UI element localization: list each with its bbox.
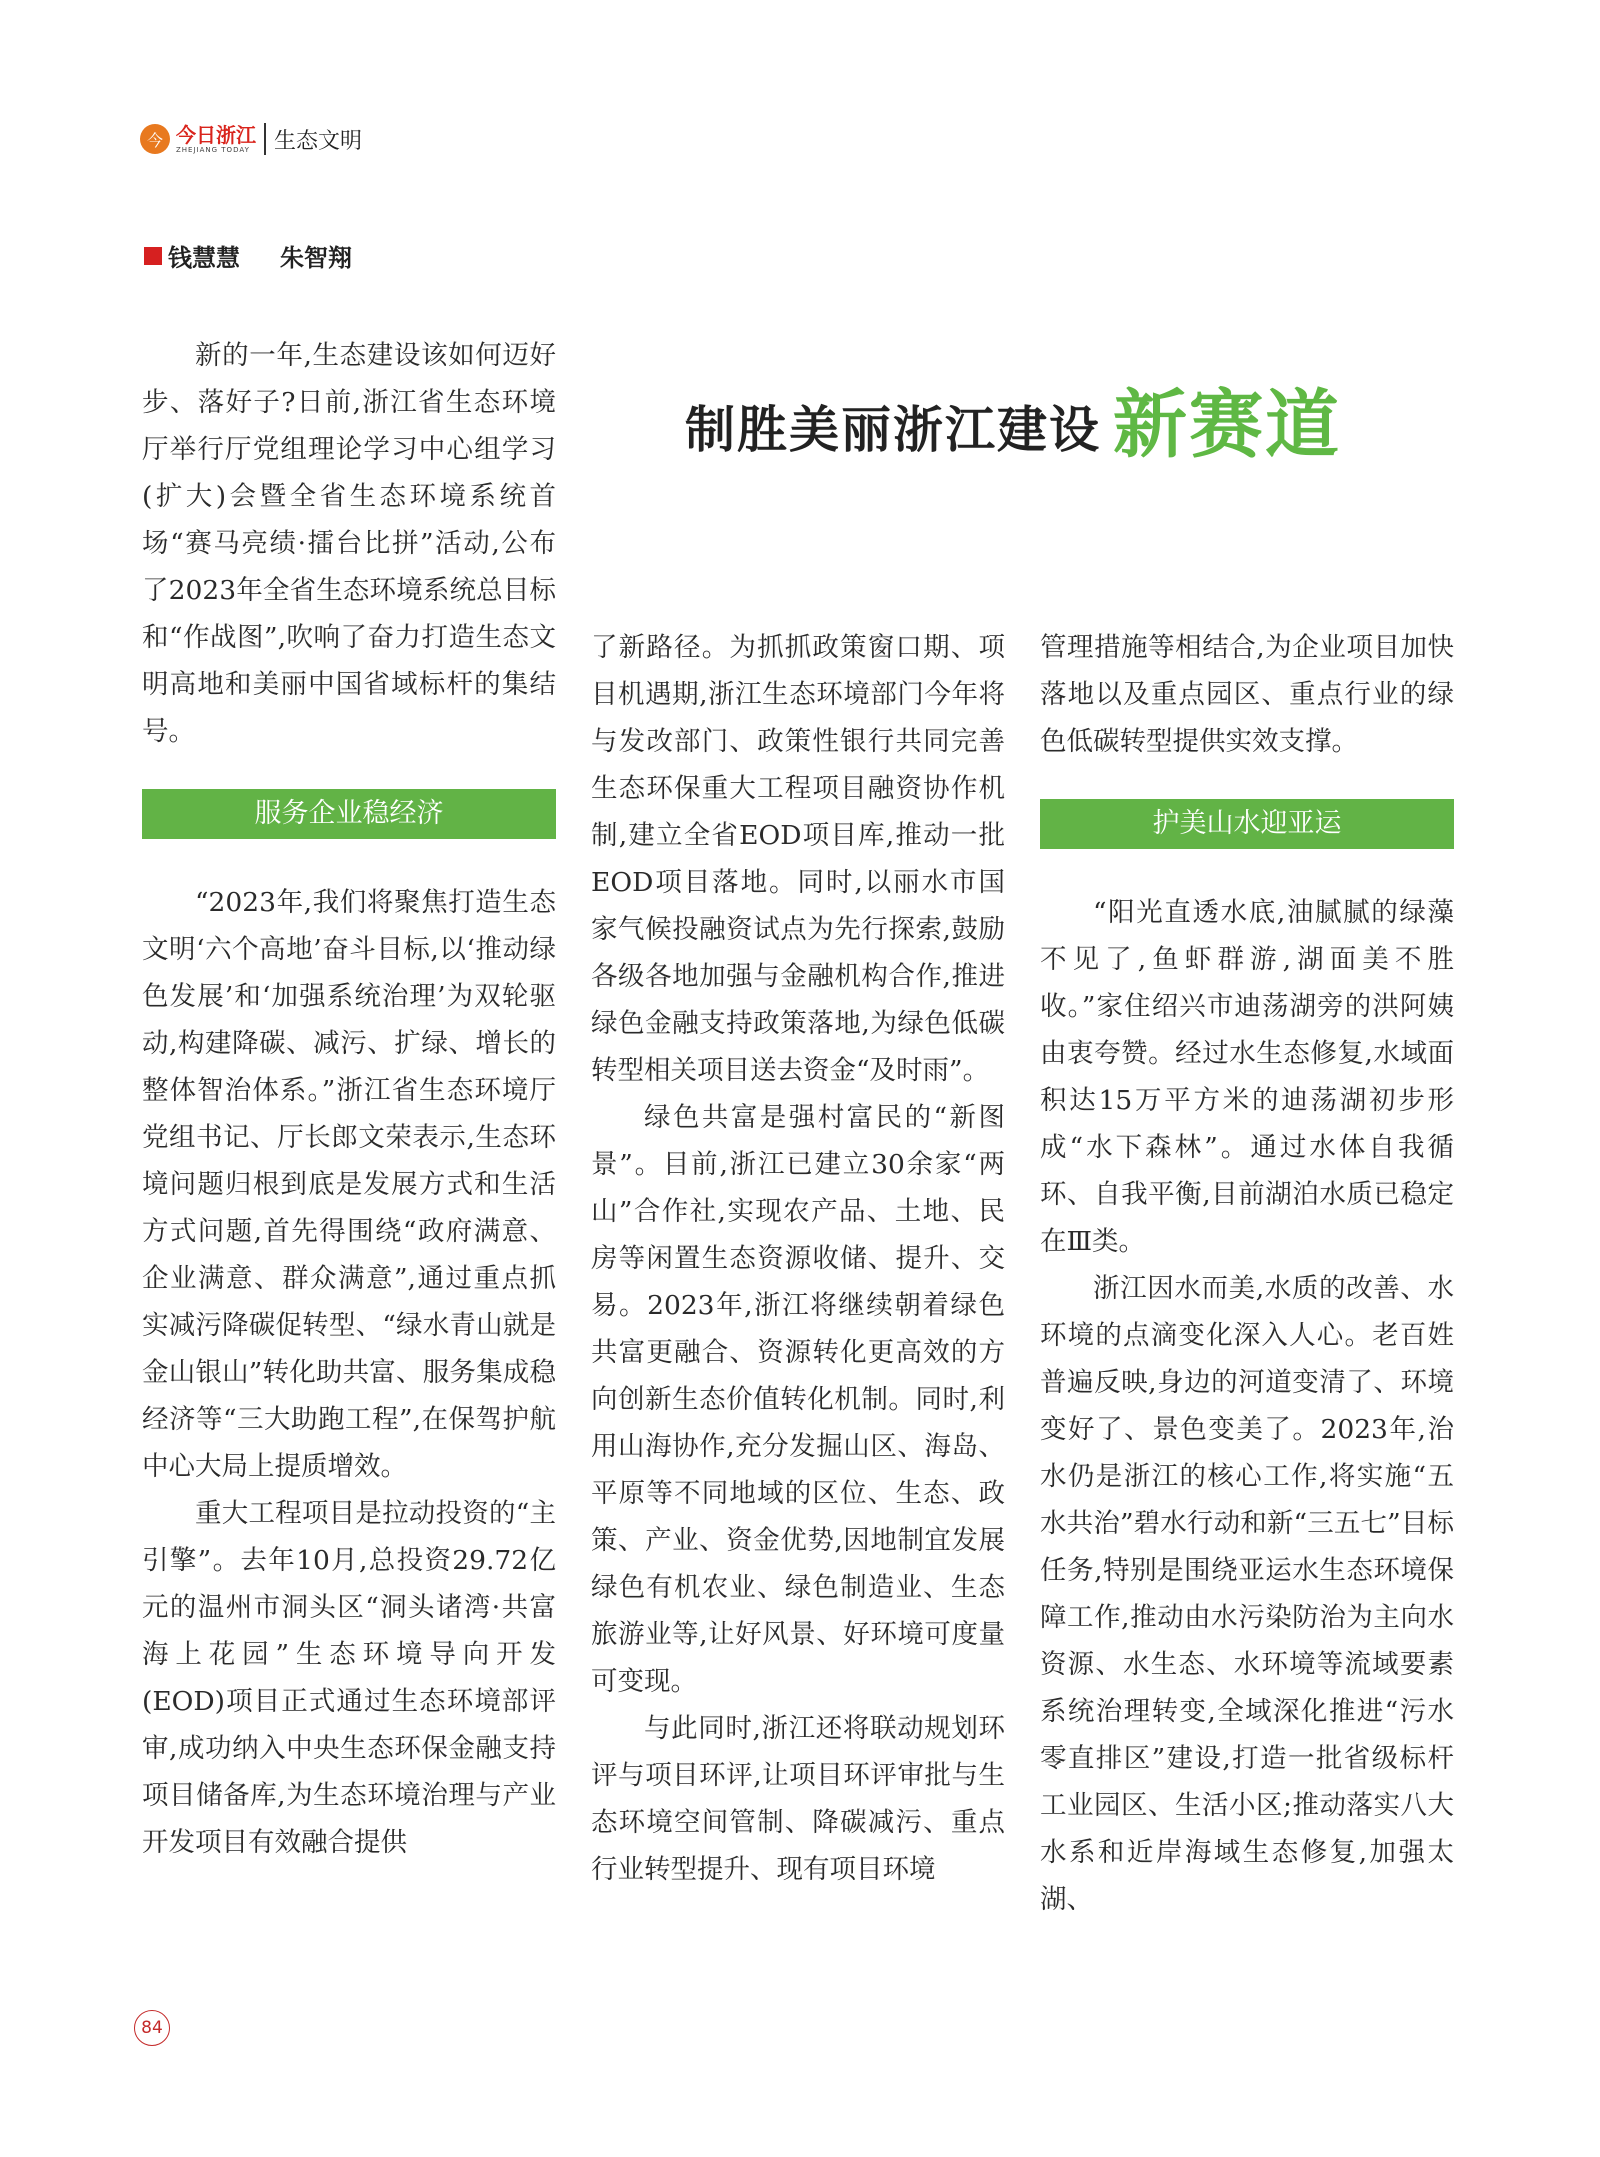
- logo-english-name: ZHEJIANG TODAY: [176, 145, 250, 154]
- subheading-service-enterprise: 服务企业稳经济: [142, 789, 556, 839]
- column-3: [1040, 624, 1454, 1923]
- page-header: [140, 118, 362, 160]
- byline-marker-icon: [144, 247, 162, 265]
- header-divider: [264, 123, 266, 155]
- body-paragraph: “阳光直透水底,油腻腻的绿藻不见了,鱼虾群游,湖面美不胜收。”家住绍兴市迪荡湖旁的洪阿姨由衷夸赞。经过水生态修复,水域面积达15万平方米的迪荡湖初步形成“水下森林”。通过水体自我循环、自我平衡,目前湖泊水质已稳定在Ⅲ类。: [1040, 897, 1454, 1257]
- title-accent: 新赛道: [1113, 382, 1341, 468]
- column-2: [591, 624, 1005, 1893]
- column-1: [142, 332, 556, 1866]
- body-paragraph: 绿色共富是强村富民的“新图景”。目前,浙江已建立30余家“两山”合作社,实现农产品、土地、民房等闲置生态资源收储、提升、交易。2023年,浙江将继续朝着绿色共富更融合、资源转化更高效的方向创新生态价值转化机制。同时,利用山海协作,充分发掘山区、海岛、平原等不同地域的区位、生态、政策、产业、资金优势,因地制宜发展绿色有机农业、绿色制造业、生态旅游业等,让好风景、好环境可度量可变现。: [591, 1102, 1005, 1697]
- body-paragraph: 浙江因水而美,水质的改善、水环境的点滴变化深入人心。老百姓普遍反映,身边的河道变清了、环境变好了、景色变美了。2023年,治水仍是浙江的核心工作,将实施“五水共治”碧水行动和新“三五七”目标任务,特别是围绕亚运水生态环境保障工作,推动由水污染防治为主向水资源、水生态、水环境等流域要素系统治理转变,全域深化推进“污水零直排区”建设,打造一批省级标杆工业园区、生活小区;推动落实八大水系和近岸海域生态修复,加强太湖、: [1040, 1273, 1454, 1915]
- title-main: 制胜美丽浙江建设: [685, 400, 1101, 459]
- magazine-logo: [140, 124, 256, 154]
- section-name: 生态文明: [274, 128, 363, 154]
- body-paragraph: 与此同时,浙江还将联动规划环评与项目环评,让项目环评审批与生态环境空间管制、降碳减污、重点行业转型提升、现有项目环境: [591, 1713, 1005, 1885]
- intro-paragraph: 新的一年,生态建设该如何迈好步、落好子?日前,浙江省生态环境厅举行厅党组理论学习中心组学习(扩大)会暨全省生态环境系统首场“赛马亮绩·擂台比拼”活动,公布了2023年全省生态环境系统总目标和“作战图”,吹响了奋力打造生态文明高地和美丽中国省域标杆的集结号。: [142, 340, 556, 747]
- logo-sun-icon: 今: [140, 124, 170, 154]
- logo-text: [176, 122, 256, 154]
- byline: [144, 238, 392, 273]
- logo-chinese-name: 今日浙江: [176, 122, 256, 147]
- body-paragraph: 重大工程项目是拉动投资的“主引擎”。去年10月,总投资29.72亿元的温州市洞头区“洞头诸湾·共富海上花园”生态环境导向开发(EOD)项目正式通过生态环境部评审,成功纳入中央生态环保金融支持项目储备库,为生态环境治理与产业开发项目有效融合提供: [142, 1498, 556, 1858]
- author-name: 朱智翔: [280, 244, 352, 272]
- author-name: 钱慧慧: [168, 244, 240, 272]
- page-number: 84: [134, 2010, 170, 2046]
- body-paragraph: “2023年,我们将聚焦打造生态文明‘六个高地’奋斗目标,以‘推动绿色发展’和‘加强系统治理’为双轮驱动,构建降碳、减污、扩绿、增长的整体智治体系。”浙江省生态环境厅党组书记、厅长郎文荣表示,生态环境问题归根到底是发展方式和生活方式问题,首先得围绕“政府满意、企业满意、群众满意”,通过重点抓实减污降碳促转型、“绿水青山就是金山银山”转化助共富、服务集成稳经济等“三大助跑工程”,在保驾护航中心大局上提质增效。: [142, 887, 556, 1482]
- body-paragraph: 管理措施等相结合,为企业项目加快落地以及重点园区、重点行业的绿色低碳转型提供实效支撑。: [1040, 632, 1454, 757]
- body-paragraph: 了新路径。为抓抓政策窗口期、项目机遇期,浙江生态环境部门今年将与发改部门、政策性银行共同完善生态环保重大工程项目融资协作机制,建立全省EOD项目库,推动一批EOD项目落地。同时,以丽水市国家气候投融资试点为先行探索,鼓励各级各地加强与金融机构合作,推进绿色金融支持政策落地,为绿色低碳转型相关项目送去资金“及时雨”。: [591, 632, 1005, 1086]
- subheading-protect-landscape: 护美山水迎亚运: [1040, 799, 1454, 849]
- article-title: [685, 382, 1341, 468]
